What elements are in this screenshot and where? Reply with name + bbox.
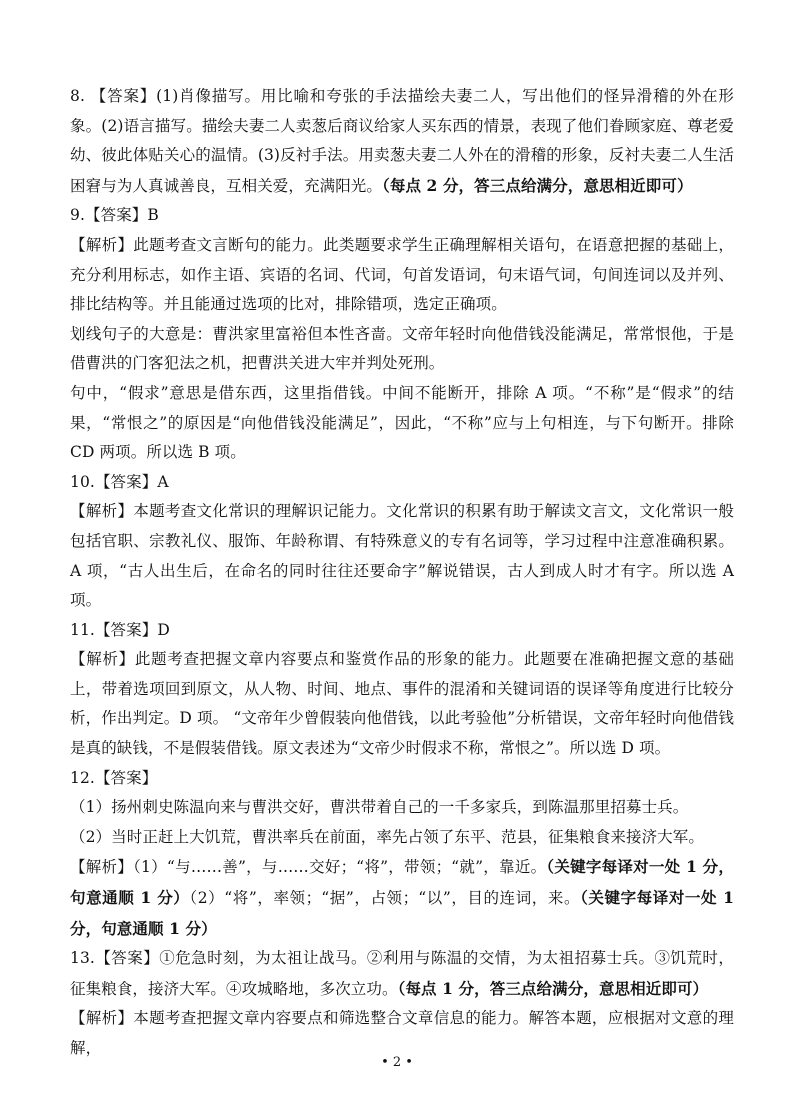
analysis-13: 【解析】本题考查把握文章内容要点和筛选整合文章信息的能力。解答本题，应根据对文意的理解， (70, 1009, 734, 1057)
answer-11-key: 11.【答案】D (70, 620, 170, 639)
answer-12-part-2: （2）当时正赶上大饥荒，曹洪率兵在前面，率先占领了东平、范县，征集粮食来接济大军。 (70, 827, 704, 846)
answer-content (70, 82, 734, 1064)
answer-12-part-1: （1）扬州刺史陈温向来与曹洪交好，曹洪带着自己的一千多家兵，到陈温那里招募士兵。 (70, 798, 689, 817)
answer-9-key: 9.【答案】B (70, 206, 159, 225)
answer-8: 8. 【答案】(1)肖像描写。用比喻和夸张的手法描绘夫妻二人，写出他们的怪异滑稽的外在形象。(2)语言描写。描绘夫妻二人卖葱后商议给家人买东西的情景，表现了他们眷顾家庭、尊老爱幼、彼此体贴关心的温情。(3)反衬手法。用卖葱夫妻二人外在的滑稽的形象，反衬夫妻二人生活困窘与为人真诚善良，互相关爱，充满阳光。（每点 2 分，答三点给满分，意思相近即可） (70, 87, 734, 195)
answer-10-key: 10.【答案】A (70, 472, 169, 491)
analysis-12: 【解析】（1）“与……善”，与……交好；“将”，带领；“就”，靠近。（关键字每译对一处 1 分，句意通顺 1 分）（2）“将”，率领；“据”，占领；“以”，目的连词，来。（关键字每译对一处 1 分，句意通顺 1 分） (70, 857, 735, 938)
analysis-9-detail: 句中，“假求”意思是借东西，这里指借钱。中间不能断开，排除 A 项。“不称”是“假求”的结果，“常恨之”的原因是“向他借钱没能满足”，因此，“不称”应与上句相连，与下句断开。排除 CD 两项。所以选 B 项。 (70, 383, 734, 462)
analysis-10: 【解析】本题考查文化常识的理解识记能力。文化常识的积累有助于解读文言文，文化常识一般包括官职、宗教礼仪、服饰、年龄称谓、有特殊意义的专有名词等，学习过程中注意准确积累。A 项，“古人出生后，在命名的同时往往还要命字”解说错误，古人到成人时才有字。所以选 A 项。 (70, 502, 734, 610)
analysis-11: 【解析】此题考查把握文章内容要点和鉴赏作品的形象的能力。此题要在准确把握文意的基础上，带着选项回到原文，从人物、时间、地点、事件的混淆和关键词语的误译等角度进行比较分析，作出判定。D 项。 “文帝年少曾假装向他借钱，以此考验他”分析错误，文帝年轻时向他借钱是真的缺钱，不是假装借钱。原文表述为“文帝少时假求不称，常恨之”。所以选 D 项。 (70, 650, 734, 758)
answer-12-key: 12.【答案】 (70, 768, 158, 787)
page-number: • 2 • (381, 1055, 413, 1070)
answer-13: 13.【答案】①危急时刻，为太祖让战马。②利用与陈温的交情，为太祖招募士兵。③饥荒时，征集粮食，接济大军。④攻城略地，多次立功。（每点 1 分，答三点给满分，意思相近即可） (70, 949, 734, 998)
analysis-9: 【解析】此题考查文言断句的能力。此类题要求学生正确理解相关语句，在语意把握的基础上，充分利用标志，如作主语、宾语的名词、代词，句首发语词，句末语气词，句间连词以及并列、排比结构等。并且能通过选项的比对，排除错项，选定正确项。 (70, 235, 734, 314)
analysis-9-meaning: 划线句子的大意是：曹洪家里富裕但本性吝啬。文帝年轻时向他借钱没能满足，常常恨他，于是借曹洪的门客犯法之机，把曹洪关进大牢并判处死刑。 (70, 324, 734, 373)
